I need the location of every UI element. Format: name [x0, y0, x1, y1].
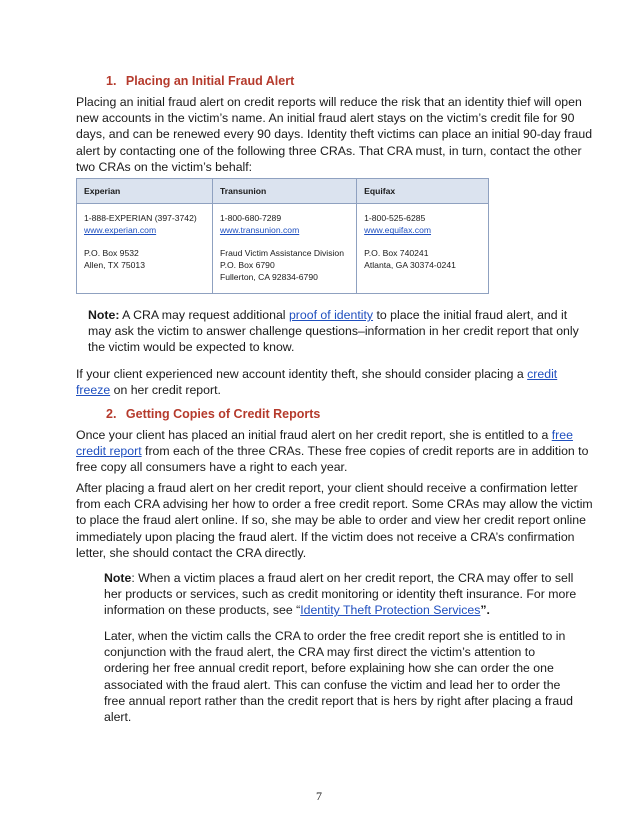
identity-theft-protection-link[interactable]: Identity Theft Protection Services [300, 603, 481, 618]
note-line: Later, when the victim calls the CRA to order the free credit report she is entitled to in [104, 629, 566, 643]
identity-proof-note: Note: A CRA may request additional proof of identity to place the initial fraud alert, and it may ask the victim to answer challenge questions–information in her credit report that only the victim would be expected to know. [88, 308, 579, 355]
transunion-cell [212, 204, 356, 294]
paragraph-line: two CRAs on the victim’s behalf: [76, 159, 253, 174]
intro-paragraph [76, 94, 593, 175]
paragraph-line: from each CRA advising her how to order a free credit report. Some CRAs may allow the victim [76, 497, 593, 512]
note-line: her products or services, such as credit monitoring or identity theft insurance. For more [104, 587, 577, 602]
note-line: ordering her free annual credit report, before explaining how she can order the one [104, 661, 554, 676]
transunion-address-line: Fraud Victim Assistance Division [219, 247, 344, 258]
equifax-cell [357, 204, 489, 294]
experian-address-line: Allen, TX 75013 [84, 259, 145, 270]
experian-cell [77, 204, 213, 294]
free-credit-report-link[interactable]: credit report [76, 444, 142, 459]
cra-contact-table [76, 178, 489, 294]
paragraph-line: immediately upon placing the fraud alert. If the victim does not receive a CRA’s confirmation [76, 529, 575, 544]
free-reports-paragraph: Once your client has placed an initial fraud alert on her credit report, she is entitled to a free credit report from each of the three CRAs. These free copies of credit reports are in addition to free copy all consumers have a right to each year. [76, 428, 589, 475]
experian-address-line: P.O. Box 9532 [84, 247, 139, 258]
proof-of-identity-link[interactable]: proof of identity [288, 308, 374, 322]
experian-website-link[interactable]: www.experian.com [84, 225, 157, 236]
column-header-equifax: Equifax [357, 179, 489, 204]
note-line: the victim would be expected to know. [88, 340, 295, 355]
paragraph-line: to place the fraud alert online. If so, she may be able to order and view her credit report online [76, 513, 586, 528]
column-header-experian: Experian [77, 179, 213, 204]
paragraph-line: After placing a fraud alert on her credit report, your client should receive a confirmation letter [76, 481, 578, 495]
credit-freeze-link[interactable]: freeze [76, 383, 111, 398]
section-title: Getting Copies of Credit Reports [125, 407, 321, 421]
transunion-address-line: Fullerton, CA 92834-6790 [219, 272, 318, 283]
experian-phone: 1-888-EXPERIAN (397-3742) [84, 213, 197, 223]
note-line: may ask the victim to answer challenge questions–information in her credit report that only [88, 324, 579, 339]
note-label: Note: [88, 308, 120, 322]
credit-freeze-paragraph: If your client experienced new account identity theft, she should consider placing a credit freeze on her credit report. [76, 367, 558, 398]
section-number: 1. [106, 74, 117, 88]
table-row [77, 204, 489, 294]
free-credit-report-link[interactable]: free [551, 428, 573, 442]
note-line: alert. [104, 709, 132, 724]
annual-report-note [104, 628, 574, 725]
paragraph-line: letter, she should contact the CRA directly. [76, 545, 307, 560]
note-line: free annual report rather than the credit report that is hers by right after placing a fraud [104, 693, 573, 708]
transunion-website-link[interactable]: www.transunion.com [219, 225, 300, 236]
equifax-phone: 1-800-525-6285 [364, 213, 426, 223]
note-line: associated with the fraud alert. This can confuse the victim and lead her to order the [104, 677, 561, 692]
transunion-address-line: P.O. Box 6790 [219, 259, 275, 270]
page-number: 7 [316, 789, 322, 803]
confirmation-paragraph [76, 480, 593, 561]
table-header-row [77, 179, 489, 204]
equifax-website-link[interactable]: www.equifax.com [364, 225, 432, 236]
paragraph-line: days, and can be renewed every 90 days. Identity theft victims can place an initial 90-day fraud [76, 127, 593, 142]
section-heading-2 [106, 407, 320, 421]
section-title: Placing an Initial Fraud Alert [125, 74, 295, 88]
transunion-phone: 1-800-680-7289 [219, 213, 282, 223]
paragraph-line: Placing an initial fraud alert on credit reports will reduce the risk that an identity thief will open [76, 95, 582, 109]
paragraph-line: alert by contacting one of the following three CRAs. That CRA must, in turn, contact the other [76, 143, 582, 158]
paragraph-line: new accounts in the victim’s name. An initial fraud alert stays on the victim’s credit file for 90 [76, 111, 575, 126]
product-offer-note: Note: When a victim places a fraud alert on her credit report, the CRA may offer to sell her products or services, such as credit monitoring or identity theft insurance. For more information on these products, see “Identity Theft Protection Services”. [104, 571, 577, 618]
credit-freeze-link[interactable]: credit [527, 367, 558, 381]
note-label: Note [104, 571, 132, 585]
equifax-address-line: P.O. Box 740241 [364, 247, 429, 258]
column-header-transunion: Transunion [212, 179, 356, 204]
note-line: conjunction with the fraud alert, the CRA may first direct the victim’s attention to [104, 645, 536, 660]
equifax-address-line: Atlanta, GA 30374-0241 [364, 259, 456, 270]
section-number: 2. [106, 407, 117, 421]
section-heading-1 [106, 74, 294, 88]
paragraph-line: free copy all consumers have a right to each year. [76, 460, 348, 475]
